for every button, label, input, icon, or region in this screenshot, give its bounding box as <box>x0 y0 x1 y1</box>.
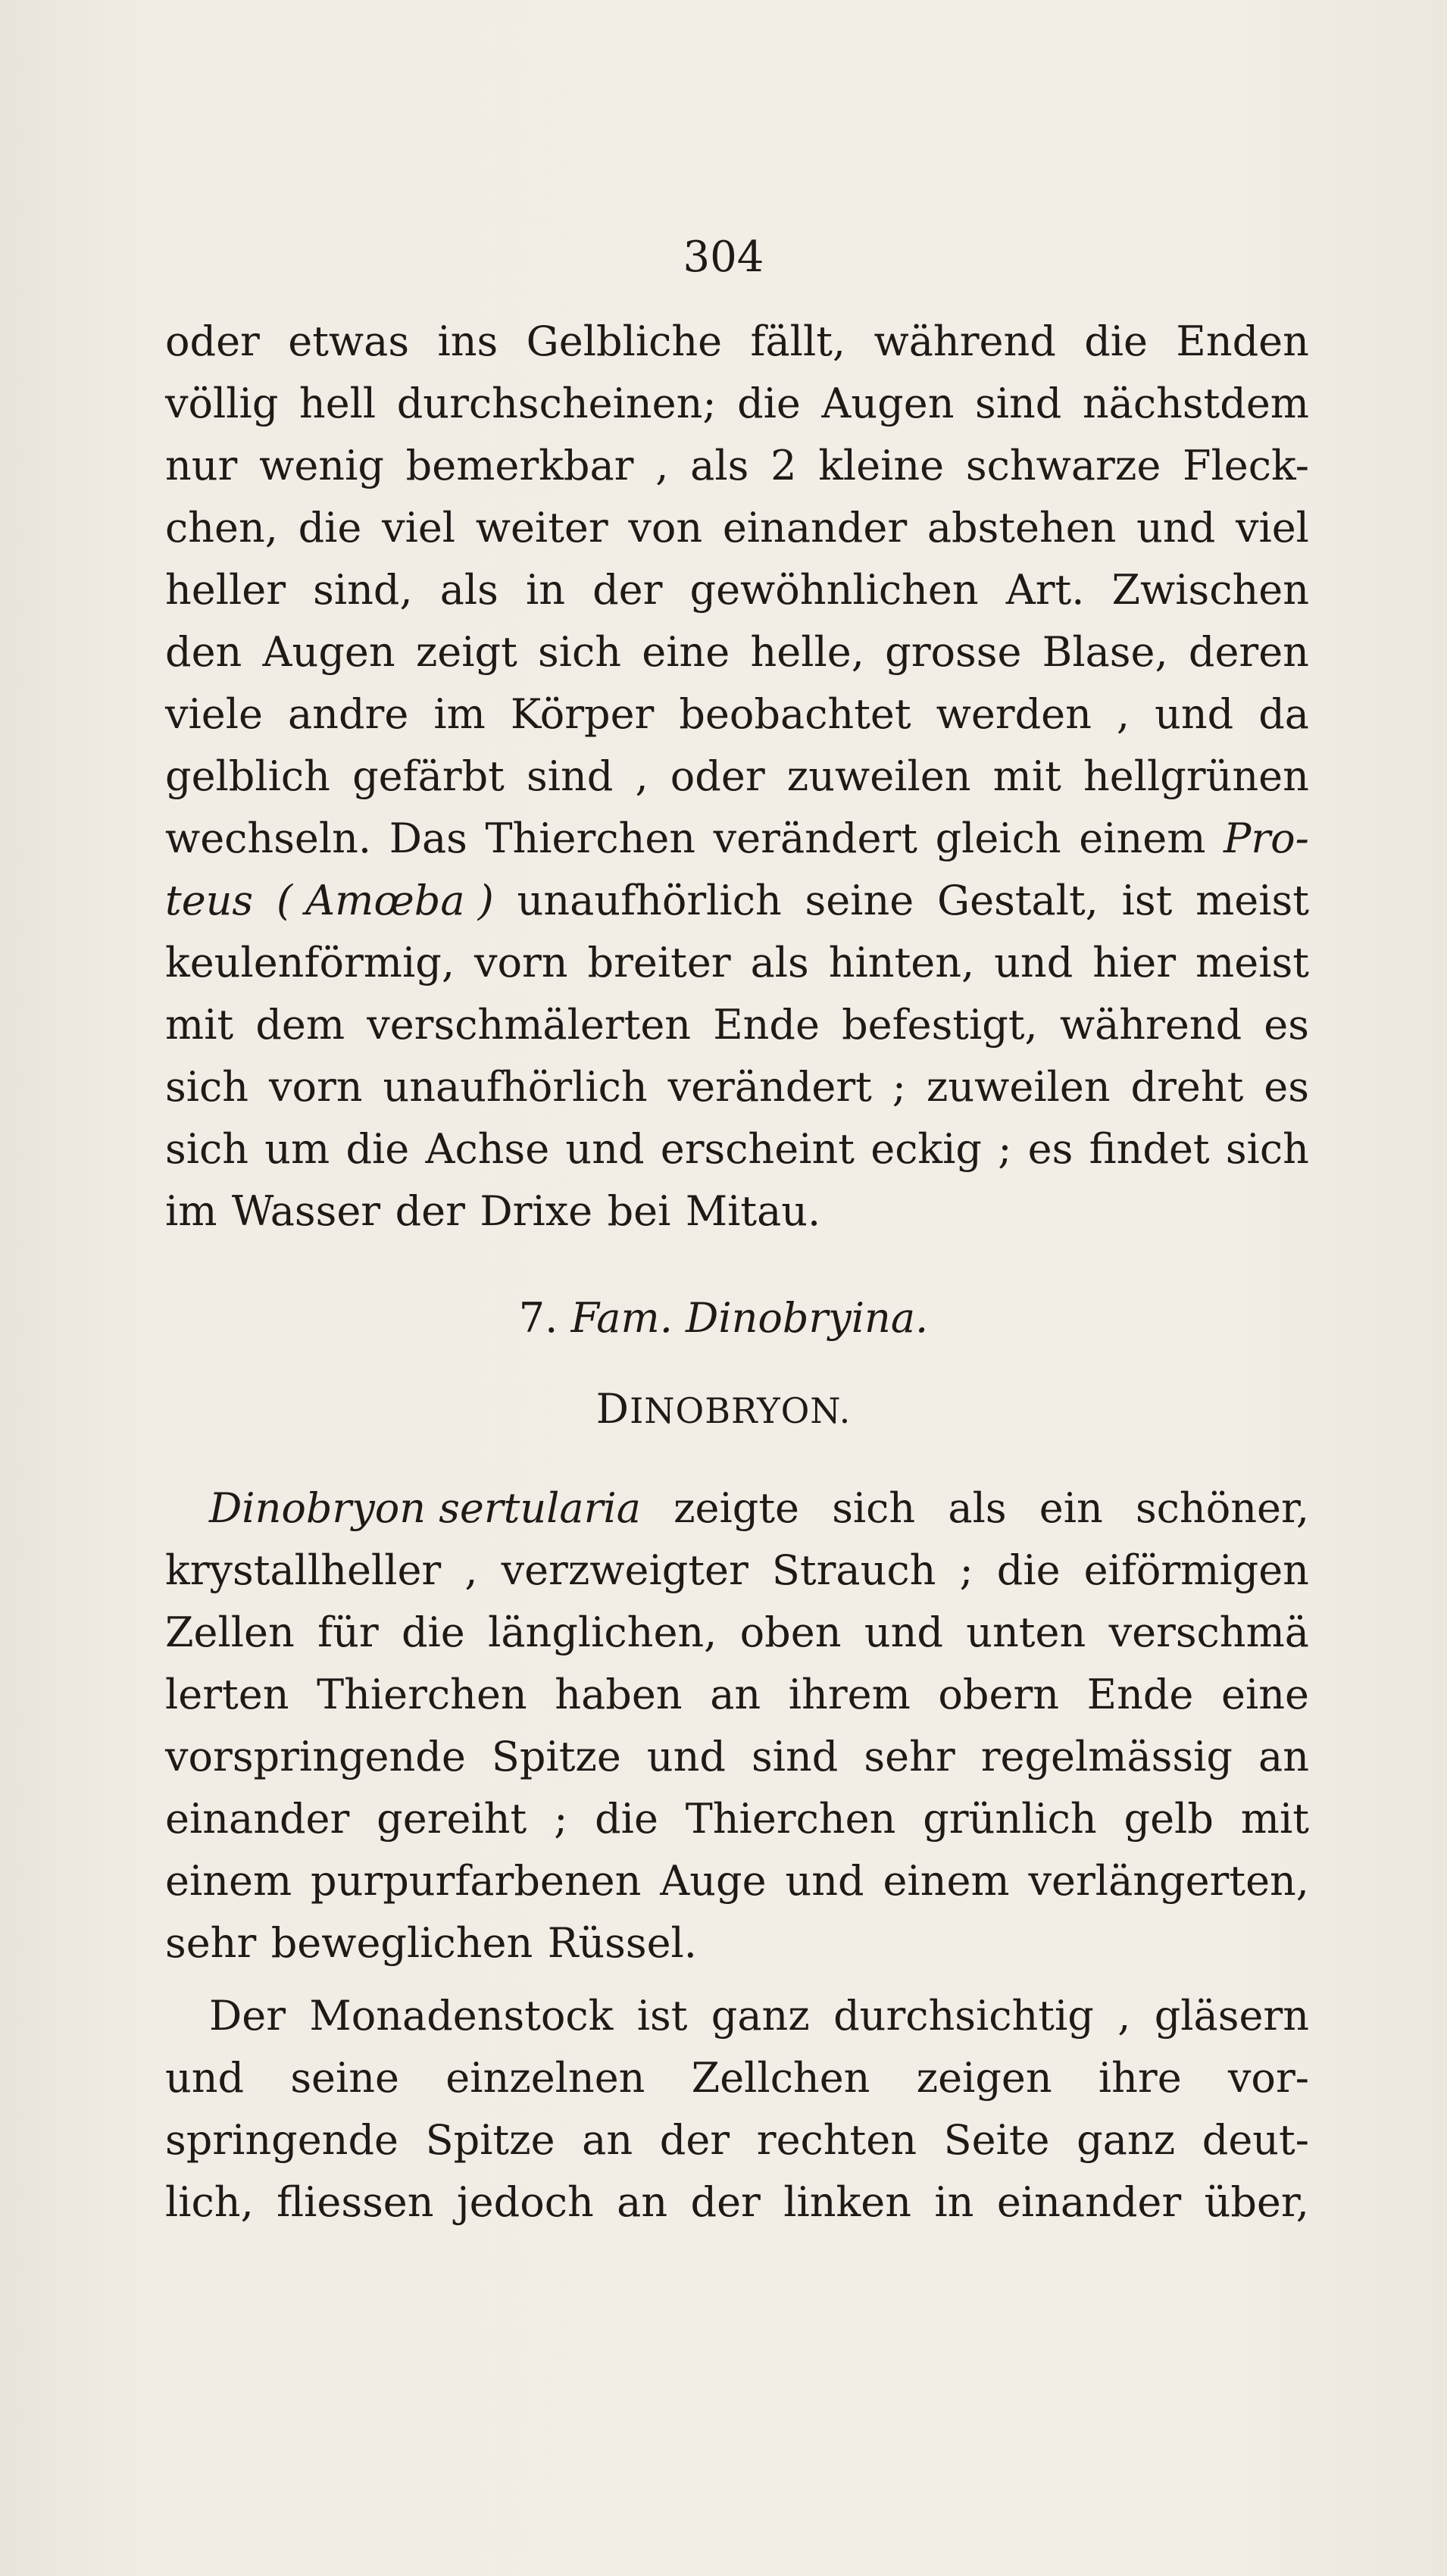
word: dreht <box>1130 1063 1244 1111</box>
word: ; <box>554 1795 568 1843</box>
word: gleich <box>935 814 1061 862</box>
text-line <box>165 1056 1309 1118</box>
word: mit <box>992 752 1061 800</box>
word: der <box>395 1187 465 1235</box>
word: lerten <box>165 1671 289 1718</box>
word: erscheint <box>660 1125 855 1173</box>
word: bemerkbar <box>405 442 634 489</box>
word: hier <box>1092 939 1177 986</box>
text-line <box>165 1850 1309 1912</box>
word: und <box>1155 690 1234 738</box>
word: als <box>690 442 749 489</box>
word: Augen <box>262 628 395 676</box>
word: viele <box>165 690 263 738</box>
text-line <box>165 1664 1309 1726</box>
word: gelblich <box>165 752 330 800</box>
word: verschmälerten <box>367 1001 692 1049</box>
word: zuweilen <box>786 752 971 800</box>
word: befestigt, <box>842 1001 1038 1049</box>
word: über, <box>1204 2178 1309 2226</box>
word: sind <box>752 1733 839 1780</box>
text-line <box>165 2171 1309 2234</box>
word: und <box>994 939 1074 986</box>
family-number: 7. <box>518 1294 558 1342</box>
word: es <box>1264 1001 1309 1049</box>
genus-initial: D <box>595 1385 630 1433</box>
word: Drixe <box>480 1187 593 1235</box>
word: springende <box>165 2116 398 2164</box>
word: unten <box>966 1608 1086 1656</box>
word: andre <box>287 690 409 738</box>
word: einem <box>165 1857 292 1905</box>
word: den <box>165 628 242 676</box>
word: obern <box>938 1671 1060 1718</box>
word: verändert <box>667 1063 872 1111</box>
word: ins <box>437 317 498 365</box>
word: rechten <box>756 2116 917 2164</box>
word: Gestalt, <box>936 877 1099 924</box>
word: hinten, <box>828 939 975 986</box>
word: Strauch <box>771 1546 936 1594</box>
word: grosse <box>885 628 1022 676</box>
word: deren <box>1188 628 1309 676</box>
word: gewöhnlichen <box>689 566 979 614</box>
word: eckig <box>870 1125 982 1173</box>
text-line <box>165 1912 1309 1974</box>
word: um <box>264 1125 330 1173</box>
word: Thierchen <box>317 1671 527 1718</box>
word: etwas <box>288 317 410 365</box>
word: einem <box>1079 814 1206 862</box>
word: und <box>646 1733 726 1780</box>
word: jedoch <box>456 2178 594 2226</box>
word: zuweilen <box>926 1063 1111 1111</box>
word: linken <box>783 2178 912 2226</box>
word: findet <box>1089 1125 1210 1173</box>
word: Enden <box>1176 317 1309 365</box>
word: da <box>1258 690 1309 738</box>
word: sich <box>538 628 622 676</box>
word: Blase, <box>1042 628 1168 676</box>
word: , <box>635 752 648 800</box>
word: grünlich <box>923 1795 1097 1843</box>
word: an <box>582 2116 633 2164</box>
word: mit <box>165 1001 234 1049</box>
word: und <box>1136 504 1216 552</box>
word: unaufhörlich <box>517 877 782 924</box>
text-line <box>165 1180 1309 1243</box>
word: ganz <box>711 1992 810 2040</box>
word: haben <box>555 1671 683 1718</box>
word: abstehen <box>927 504 1117 552</box>
word: Der <box>209 1992 286 2040</box>
word: ihre <box>1098 2054 1182 2102</box>
word: chen, <box>165 504 278 552</box>
text-line <box>165 1788 1309 1850</box>
word: Gelbliche <box>526 317 723 365</box>
word: vorn <box>473 939 568 986</box>
word: teus <box>165 877 254 924</box>
word: beobachtet <box>679 690 911 738</box>
word: Auge <box>660 1857 767 1905</box>
word: krystallheller <box>165 1546 442 1594</box>
word: Zellchen <box>691 2054 870 2102</box>
word: oben <box>739 1608 842 1656</box>
word: helle, <box>750 628 864 676</box>
word: als <box>439 566 498 614</box>
paragraph-2 <box>165 1477 1309 1974</box>
genus-rest: INOBRYON. <box>630 1390 852 1431</box>
text-line <box>165 870 1309 932</box>
word: verzweigter <box>501 1546 749 1594</box>
word: Mitau. <box>685 1187 821 1235</box>
word: sehr <box>864 1733 955 1780</box>
word: völlig <box>165 380 279 427</box>
word: einander <box>722 504 908 552</box>
word: Art. <box>1005 566 1085 614</box>
word: , <box>655 442 669 489</box>
word: oder <box>165 317 260 365</box>
word: werden <box>936 690 1092 738</box>
word: an <box>1258 1733 1309 1780</box>
word: die <box>345 1125 410 1173</box>
word: und <box>165 2054 245 2102</box>
word: breiter <box>587 939 731 986</box>
word: während <box>874 317 1056 365</box>
word: ist <box>636 1992 688 2040</box>
word: es <box>1027 1125 1074 1173</box>
word: dem <box>255 1001 345 1049</box>
word: die <box>996 1546 1061 1594</box>
word: einander <box>996 2178 1182 2226</box>
word: Achse <box>425 1125 550 1173</box>
word: Das <box>389 814 467 862</box>
word: , <box>1116 690 1130 738</box>
word: keulenförmig, <box>165 939 455 986</box>
word: Augen <box>821 380 955 427</box>
word: an <box>617 2178 668 2226</box>
word: Spitze <box>425 2116 555 2164</box>
text-line <box>165 1985 1309 2047</box>
word: und <box>785 1857 864 1905</box>
word: gereiht <box>377 1795 527 1843</box>
word: Fleck- <box>1183 442 1309 489</box>
word: ist <box>1121 877 1173 924</box>
word: seine <box>805 877 914 924</box>
word: sich <box>1225 1125 1309 1173</box>
text-line <box>165 559 1309 621</box>
word: durchsichtig <box>833 1992 1094 2040</box>
word: zeigen <box>916 2054 1052 2102</box>
word: ; <box>998 1125 1012 1173</box>
word: Ende <box>713 1001 820 1049</box>
word: durchscheinen; <box>396 380 717 427</box>
word: fällt, <box>750 317 846 365</box>
word: es <box>1264 1063 1309 1111</box>
word: während <box>1059 1001 1242 1049</box>
word: vorn <box>268 1063 363 1111</box>
word: verschmä <box>1108 1608 1309 1656</box>
word: schwarze <box>965 442 1161 489</box>
word: viel <box>382 504 456 552</box>
word: sich <box>165 1063 249 1111</box>
word: sehr <box>165 1919 257 1967</box>
word: in <box>525 566 566 614</box>
word: Monadenstock <box>309 1992 614 2040</box>
word: 2 <box>770 442 797 489</box>
word: die <box>401 1608 465 1656</box>
word: schöner, <box>1135 1484 1309 1532</box>
word: zeigte <box>673 1484 799 1532</box>
text-line <box>165 1118 1309 1180</box>
word: sich <box>832 1484 916 1532</box>
text-line <box>165 994 1309 1056</box>
word: mit <box>1240 1795 1309 1843</box>
text-line <box>165 435 1309 497</box>
word: oder <box>670 752 765 800</box>
word: und <box>565 1125 645 1173</box>
word: im <box>433 690 486 738</box>
word: hellgrünen <box>1083 752 1309 800</box>
text-line <box>165 2047 1309 2109</box>
word: lich, <box>165 2178 254 2226</box>
word: eiförmigen <box>1083 1546 1309 1594</box>
text-line <box>165 808 1309 870</box>
word: Seite <box>943 2116 1050 2164</box>
page-number: 304 <box>683 233 764 282</box>
word: eine <box>1221 1671 1309 1718</box>
word: im <box>165 1187 217 1235</box>
word: Thierchen <box>485 814 696 862</box>
word: beweglichen <box>270 1919 533 1967</box>
word: für <box>317 1608 379 1656</box>
word: heller <box>165 566 286 614</box>
word: kleine <box>818 442 945 489</box>
text-line <box>165 373 1309 435</box>
family-name: Dinobryina. <box>686 1294 929 1342</box>
word: der <box>659 2116 730 2164</box>
text-line <box>165 497 1309 559</box>
word: gläsern <box>1154 1992 1309 2040</box>
word: Wasser <box>231 1187 381 1235</box>
word: meist <box>1195 939 1309 986</box>
word: nächstdem <box>1082 380 1309 427</box>
word: regelmässig <box>980 1733 1233 1780</box>
text-line <box>165 746 1309 808</box>
word: gefärbt <box>352 752 505 800</box>
word: Körper <box>510 690 655 738</box>
paragraph-1 <box>165 311 1309 1243</box>
word: eine <box>642 628 730 676</box>
word: deut- <box>1202 2116 1309 2164</box>
word: Dinobryon sertularia <box>209 1484 641 1532</box>
word: sind, <box>313 566 413 614</box>
word: vor- <box>1227 2054 1309 2102</box>
word: die <box>737 380 801 427</box>
word: Pro- <box>1224 814 1309 862</box>
word: der <box>592 566 663 614</box>
word: die <box>1084 317 1149 365</box>
word: Zellen <box>165 1608 295 1656</box>
word: weiter <box>475 504 608 552</box>
word: sich <box>165 1125 249 1173</box>
text-line <box>165 2109 1309 2171</box>
word: wenig <box>259 442 384 489</box>
paragraph-3 <box>165 1985 1309 2234</box>
word: einem <box>883 1857 1010 1905</box>
word: ein <box>1039 1484 1103 1532</box>
word: an <box>710 1671 761 1718</box>
word: einzelnen <box>445 2054 645 2102</box>
word: die <box>595 1795 658 1843</box>
word: in <box>934 2178 974 2226</box>
word: hell <box>298 380 377 427</box>
word: Zwischen <box>1111 566 1309 614</box>
word: wechseln. <box>165 814 372 862</box>
word: , <box>1117 1992 1131 2040</box>
word: , <box>464 1546 478 1594</box>
word: die <box>298 504 362 552</box>
word: einander <box>165 1795 350 1843</box>
word: von <box>628 504 703 552</box>
word: vorspringende <box>165 1733 466 1780</box>
word: ihrem <box>788 1671 911 1718</box>
family-label: Fam. <box>570 1294 673 1342</box>
word: als <box>948 1484 1007 1532</box>
word: verändert <box>713 814 917 862</box>
text-line <box>165 932 1309 994</box>
word: zeigt <box>415 628 517 676</box>
family-heading <box>0 1288 1447 1349</box>
word: Ende <box>1086 1671 1194 1718</box>
text-line <box>165 1726 1309 1788</box>
word: purpurfarbenen <box>311 1857 642 1905</box>
genus-heading <box>0 1379 1447 1441</box>
text-line <box>165 311 1309 373</box>
text-line <box>165 1477 1309 1540</box>
word: länglichen, <box>488 1608 717 1656</box>
word: sind <box>975 380 1062 427</box>
text-line <box>165 683 1309 746</box>
word: der <box>690 2178 761 2226</box>
word: als <box>750 939 809 986</box>
word: ; <box>892 1063 906 1111</box>
word: sind <box>527 752 614 800</box>
word: ; <box>959 1546 974 1594</box>
word: ( Amœba ) <box>276 877 494 924</box>
word: meist <box>1195 877 1309 924</box>
word: Spitze <box>491 1733 621 1780</box>
word: unaufhörlich <box>383 1063 648 1111</box>
text-line <box>165 621 1309 683</box>
text-line <box>165 1602 1309 1664</box>
word: fliessen <box>277 2178 434 2226</box>
word: verlängerten, <box>1028 1857 1309 1905</box>
word: viel <box>1235 504 1309 552</box>
word: gelb <box>1124 1795 1214 1843</box>
word: Thierchen <box>685 1795 896 1843</box>
word: und <box>864 1608 943 1656</box>
word: bei <box>607 1187 671 1235</box>
text-line <box>165 1540 1309 1602</box>
word: seine <box>290 2054 400 2102</box>
word: ganz <box>1077 2116 1176 2164</box>
word: nur <box>165 442 238 489</box>
word: Rüssel. <box>547 1919 697 1967</box>
